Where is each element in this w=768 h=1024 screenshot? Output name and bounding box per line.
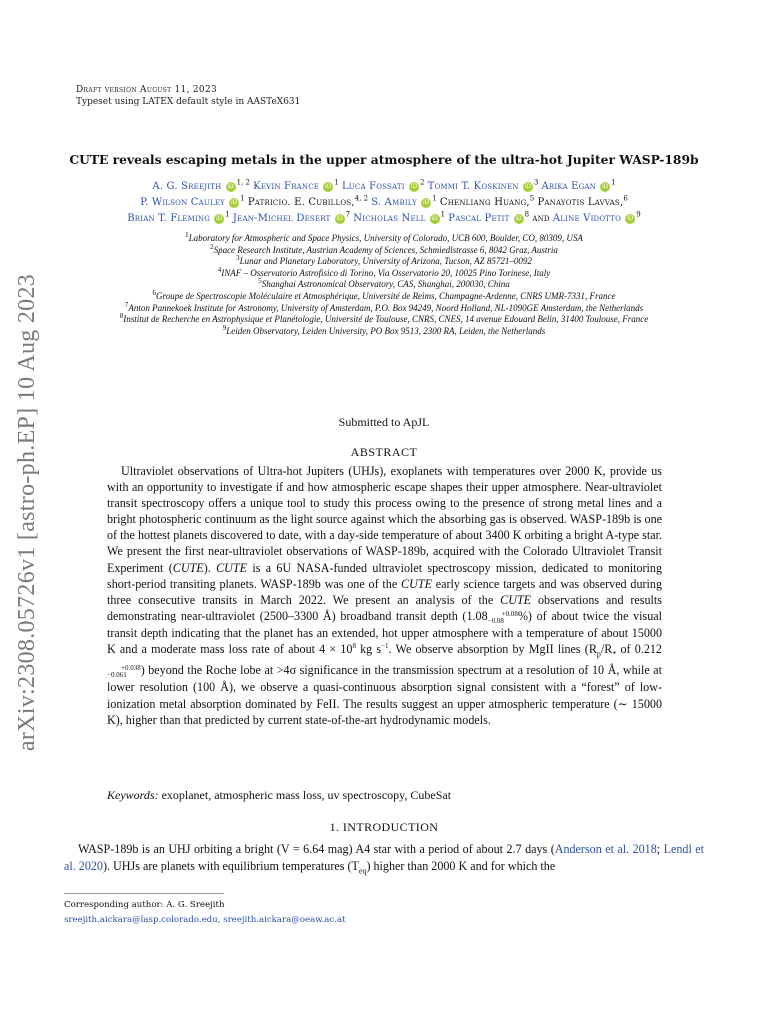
keywords-label: Keywords: [107, 788, 159, 802]
affiliation: $^7$Anton Pannekoek Institute for Astronomy, University of Amsterdam, P.O. Box 94249, Noord Holland, NL-1090GE Amsterdam, the Netherlands [124, 300, 644, 313]
paper-title: CUTE reveals escaping metals in the upper atmosphere of the ultra-hot Jupiter WASP-189b [69, 152, 699, 167]
orcid-icon[interactable]: iD [431, 215, 438, 222]
author-line-1 [70, 179, 698, 195]
author: Panayotis Lavvas, [537, 197, 624, 208]
author[interactable]: Aline Vidotto [552, 213, 622, 224]
typeset-note: Typeset using LATEX default style in AASTeX631 [76, 97, 301, 107]
orcid-icon[interactable]: iD [231, 199, 238, 206]
orcid-icon[interactable]: iD [627, 215, 634, 222]
keywords-list: exoplanet, atmospheric mass loss, uv spectroscopy, CubeSat [161, 788, 452, 802]
author[interactable]: Nicholas Nell [353, 213, 426, 224]
orcid-icon[interactable]: iD [227, 183, 234, 190]
author-affil: 5 [529, 194, 535, 203]
arxiv-id: arXiv:2308.05726v1 [astro-ph.EP] 10 Aug 2023 [14, 273, 41, 751]
author-line-2 [70, 195, 698, 211]
depth-uncertainty: +0.08 −0.08 [487, 609, 518, 625]
orcid-icon[interactable]: iD [524, 183, 531, 190]
author[interactable]: Tommi T. Koskinen [427, 181, 519, 192]
orcid-icon[interactable]: iD [216, 215, 223, 222]
author-affil: 1, 2 [236, 178, 250, 187]
author-affil: 6 [623, 194, 628, 203]
affiliation: $^4$INAF – Osservatorio Astrofisico di Torino, Via Osservatorio 20, 10025 Pino Torinese, Italy [217, 265, 551, 278]
footnote-divider [64, 893, 224, 894]
draft-version: Draft version August 11, 2023 [76, 85, 218, 95]
citation-link[interactable]: Anderson et al. 2018 [554, 842, 657, 856]
corresponding-author: Corresponding author: A. G. Sreejith [64, 900, 225, 910]
radius-uncertainty: +0.038 −0.061 [107, 664, 141, 680]
author-affil: 1 [611, 178, 616, 187]
author[interactable]: Arika Egan [541, 181, 596, 192]
orcid-icon[interactable]: iD [325, 183, 332, 190]
author[interactable]: S. Ambily [371, 197, 418, 208]
author-affil: 1 [225, 210, 230, 219]
author-affil: 1 [432, 194, 437, 203]
orcid-icon[interactable]: iD [410, 183, 418, 190]
orcid-icon[interactable]: iD [423, 199, 430, 206]
author-conjunction: and [532, 213, 550, 224]
author[interactable]: Kevin France [253, 181, 320, 192]
author-affil: 3 [533, 178, 539, 187]
abstract-heading: ABSTRACT [350, 445, 418, 459]
orcid-icon[interactable]: iD [515, 215, 522, 222]
orcid-icon[interactable]: iD [336, 215, 343, 222]
author[interactable]: Brian T. Fleming [127, 213, 211, 224]
arxiv-stamp [6, 232, 50, 792]
author-affil: 8 [524, 210, 530, 219]
author: Chenliang Huang, [439, 197, 530, 208]
author-affil: 7 [345, 210, 351, 219]
affiliation: $^3$Lunar and Planetary Laboratory, University of Arizona, Tucson, AZ 85721–0092 [236, 254, 532, 267]
author-affil: 1 [440, 210, 446, 219]
author[interactable]: Pascal Petit [448, 213, 510, 224]
abstract-body: Ultraviolet observations of Ultra-hot Jupiters (UHJs), exoplanets with temperatures over 2000 K, provide us with an opportunity to investigate if and how atmospheric escape shapes their upper atmosphere. Near-ultraviolet transit spectroscopy offers a unique tool to study this process owing to the presence of strong metal lines and a bright photospheric continuum as the light source against which the absorbing gas is observed. WASP-189b is one of the hottest planets discovered to date, with a day-side temperature of about 3400 K orbiting a bright A-type star. We present the first near-ultraviolet observations of WASP-189b, acquired with the Colorado Ultraviolet Transit Experiment (CUTE). CUTE is a 6U NASA-funded ultraviolet spectroscopy mission, dedicated to monitoring short-period transiting planets. WASP-189b was one of the CUTE early science targets and was observed during three consecutive transits in March 2022. We present an analysis of the CUTE observations and results demonstrating near-ultraviolet (2500–3300 Å) broadband transit depth (1.08 +0.08 −0.08 %) of about twice the visual transit depth indicating that the planet has an extended, hot upper atmosphere with a temperature of about 15000 K and a moderate mass loss rate of about $4 \times 10^8$ kg $s^{-1}$. We observe absorption by MgII lines ($R_p/R_*$ of 0.212+0.038 −0.061 ) beyond the Roche lobe at >4σ significance in the transmission spectrum at a resolution of 10 Å, while at lower resolution (100 Å), we observe a quasi-continuous absorption signal consistent with a “forest” of low-ionization metal absorption dominated by FeII. The results suggest an upper atmospheric temperature (∼ 15000 K), higher than that predicted by current state-of-the-art hydrodynamic models. [107, 464, 663, 727]
introduction-body: WASP-189b is an UHJ orbiting a bright (V = 6.64 mag) A4 star with a period of about 2.7 days (Anderson et al. 2018; Lendl et al. 2020). UHJs are planets with equilibrium temperatures $(T_{eq})$ higher than 2000 K and for which the [64, 842, 704, 875]
affiliation: $^8$Institut de Recherche en Astrophysique et Planétologie, Université de Toulouse, CNRS, CNES, 14 avenue Edouard Belin, 31400 Toulouse, France [119, 312, 649, 325]
affiliation: $^9$Leiden Observatory, Leiden University, PO Box 9513, 2300 RA, Leiden, the Netherlands [222, 323, 546, 336]
author[interactable]: Luca Fossati [341, 181, 405, 192]
citation-link[interactable]: Lendl et al. 2020 [64, 842, 704, 873]
affiliation: $^1$Laboratory for Atmospheric and Space Physics, University of Colorado, UCB 600, Boulder, CO, 80309, USA [185, 231, 583, 243]
author-affil: 1 [240, 194, 245, 203]
author-line-3 [70, 211, 698, 227]
affiliation: $^2$Space Research Institute, Austrian Academy of Sciences, Schmiedlstrasse 6, 8042 Graz, Austria [210, 242, 558, 255]
affiliation-list [64, 233, 704, 337]
author[interactable]: Jean-Michel Desert [232, 213, 331, 224]
author[interactable]: A. G. Sreejith [152, 181, 222, 192]
author-list [70, 179, 698, 227]
keywords [107, 788, 662, 803]
author-affil: 9 [636, 210, 641, 219]
author-affil: 4, 2 [354, 194, 369, 203]
section-heading-introduction: 1. INTRODUCTION [329, 820, 439, 834]
email-links[interactable]: sreejith.aickara@lasp.colorado.edu, sreejith.aickara@oeaw.ac.at [64, 915, 346, 925]
header-note [76, 84, 300, 108]
orcid-icon[interactable]: iD [602, 183, 609, 190]
affiliation: $^6$Groupe de Spectroscopie Moléculaire et Atmosphérique, Université de Reims, Champagne-Ardenne, CNRS UMR-7331, France [152, 288, 616, 301]
author-affil: 1 [334, 178, 339, 187]
submitted-note: Submitted to ApJL [338, 415, 430, 429]
affiliation: $^5$Shanghai Astronomical Observatory, CAS, Shanghai, 200030, China [258, 277, 510, 290]
author[interactable]: P. Wilson Cauley [140, 197, 225, 208]
author-affil: 2 [419, 178, 425, 187]
author: Patricio. E. Cubillos, [247, 197, 355, 208]
